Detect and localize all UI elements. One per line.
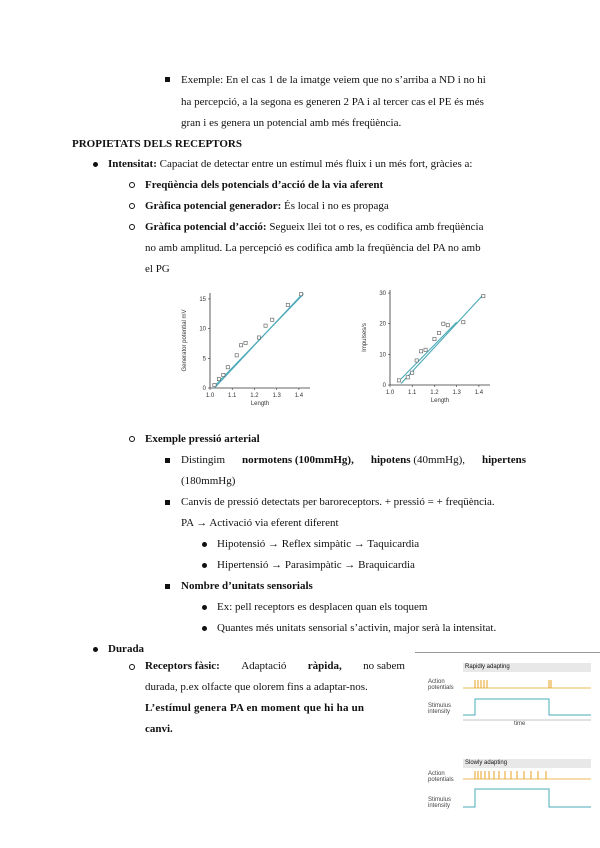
hipo-group (371, 453, 465, 467)
generator-potential-chart (178, 285, 328, 415)
rapid-time-label: time (514, 721, 526, 727)
y-axis-label: Impulses/s (362, 323, 368, 352)
stimulus-trace (463, 699, 591, 715)
acc-line-2: no amb amplitud. La percepció es codifica amb la freqüència del PA no amb (145, 242, 481, 254)
data-point (433, 337, 436, 340)
impulses-chart (358, 282, 508, 412)
x-tick-label: 1.1 (228, 393, 237, 399)
unitats-label-text: Nombre d’unitats sensorials (181, 580, 313, 592)
x-tick-label: 1.4 (294, 393, 304, 399)
x-tick-label: 1.2 (430, 390, 439, 396)
ex1-line: Ex: pell receptors es desplacen quan els toquem (217, 601, 428, 613)
y-tick-label: 10 (379, 352, 386, 359)
x-tick-label: 1.2 (250, 393, 259, 399)
data-point (424, 348, 427, 351)
square-bullet-icon (165, 500, 170, 505)
data-point (235, 354, 238, 357)
fit-line (214, 293, 303, 388)
gen-text: És local i no es propaga (284, 200, 389, 212)
data-point (244, 341, 247, 344)
x-tick-label: 1.1 (408, 390, 417, 396)
rapid-potentials-label: potentials (428, 685, 454, 691)
y-tick-label: 10 (199, 326, 206, 333)
rapid-stimulus-label: Stimulus (428, 703, 452, 709)
data-point (442, 322, 445, 325)
rapid-intensity-label: intensity (428, 709, 451, 715)
canvis-line-1: Canvis de pressió detectats per baroreceptors. + pressió = + freqüència. (181, 496, 495, 508)
pressio-label (145, 432, 260, 446)
slow-potentials-label: potentials (428, 777, 454, 783)
rapid-adapt-figure (425, 663, 595, 733)
data-point (240, 344, 243, 347)
data-point (406, 376, 409, 379)
data-point (257, 336, 260, 339)
intensitat-line (108, 157, 472, 171)
rapid-title: Rapidly adapting (465, 664, 510, 670)
y-tick-label: 20 (379, 321, 386, 328)
circle-bullet-icon (129, 182, 135, 188)
data-point (397, 379, 400, 382)
durada-label (108, 642, 144, 656)
gen-label: Gràfica potencial generador: (145, 200, 282, 212)
x-tick-label: 1.3 (272, 393, 281, 399)
y-tick-label: 0 (202, 386, 206, 392)
acc-label: Gràfica potencial d’acció: (145, 221, 267, 233)
x-axis-label: Length (430, 398, 450, 404)
hipertensio-line: Hipertensió → Parasimpàtic → Braquicardia (217, 559, 415, 571)
fasic-line-3: L’estímul genera PA en moment que hi ha un (145, 702, 365, 714)
y-axis-label: Generator potential mV (182, 309, 188, 372)
slow-action-label: Action (428, 771, 445, 777)
hipotensio-line: Hipotensió → Reflex simpàtic → Taquicardia (217, 538, 420, 550)
durada-label-text: Durada (108, 643, 145, 655)
normo-group (242, 453, 354, 467)
slow-stimulus-label: Stimulus (428, 797, 452, 803)
intensitat-label: Intensitat: (108, 158, 157, 170)
page-edge-line (415, 652, 600, 653)
fasic-text-1b: ràpida, (307, 660, 342, 672)
data-point (300, 293, 303, 296)
circle-bullet-icon (129, 436, 135, 442)
x-tick-label: 1.0 (385, 390, 395, 396)
dot-bullet-icon (202, 542, 207, 547)
slow-adapt-traces (425, 759, 595, 819)
fasic-line-1 (145, 659, 405, 673)
y-tick-label: 5 (202, 356, 206, 363)
normo-value: 100mmHg), (298, 454, 354, 466)
data-point (217, 377, 220, 380)
data-point (482, 295, 485, 298)
dot-bullet-icon (93, 647, 98, 652)
canvis-line-2: PA → Activació via eferent diferent (181, 517, 339, 529)
data-point (437, 331, 440, 334)
circle-bullet-icon (129, 224, 135, 230)
data-point (420, 350, 423, 353)
data-point (411, 371, 414, 374)
slow-adapt-figure (425, 759, 595, 819)
dist-pre: Distingim (181, 454, 226, 466)
square-bullet-icon (165, 77, 170, 82)
freq-text: Freqüència dels potencials d’acció de la via aferent (145, 179, 384, 191)
data-point (222, 373, 225, 376)
slow-title: Slowly adapting (465, 760, 508, 766)
x-tick-label: 1.0 (205, 393, 215, 399)
rapid-adapt-traces (425, 663, 595, 733)
data-point (271, 318, 274, 321)
square-bullet-icon (165, 584, 170, 589)
acc-text-1: Segueix llei tot o res, es codifica amb freqüència (269, 221, 484, 233)
dot-bullet-icon (202, 563, 207, 568)
fit-line (401, 295, 483, 384)
fasic-text-1c: no sabem (363, 660, 405, 672)
x-tick-label: 1.4 (474, 390, 484, 396)
data-point (213, 383, 216, 386)
x-axis-label: Length (250, 401, 270, 407)
fasic-text-1a: Adaptació (241, 660, 287, 672)
data-point (264, 324, 267, 327)
data-point (462, 321, 465, 324)
example-line-2: ha percepció, a la segona es generen 2 PA i al tercer cas el PE és més (181, 96, 484, 108)
fit-line (401, 322, 457, 379)
unitats-label (181, 579, 313, 593)
hiper-label: hipertens (481, 454, 526, 466)
hipo-value: (40mmHg), (413, 454, 465, 466)
hipo-label: hipotens (370, 454, 411, 466)
data-point (415, 359, 418, 362)
dot-bullet-icon (202, 605, 207, 610)
fasic-line-4: canvi. (145, 723, 173, 735)
acc-line-1 (145, 220, 483, 234)
section-heading: PROPIETATS DELS RECEPTORS (72, 138, 242, 150)
x-tick-label: 1.3 (452, 390, 461, 396)
circle-bullet-icon (129, 203, 135, 209)
slow-intensity-label: intensity (428, 803, 451, 809)
rapid-action-label: Action (428, 679, 445, 685)
circle-bullet-icon (129, 664, 135, 670)
normo-label: normotens ( (242, 454, 299, 466)
stimulus-trace (463, 789, 591, 807)
distingim-line (181, 453, 526, 467)
y-tick-label: 30 (379, 291, 386, 298)
freq-line (145, 178, 383, 192)
data-point (446, 324, 449, 327)
example-line-1: Exemple: En el cas 1 de la imatge veiem que no s’arriba a ND i no hi (181, 74, 486, 86)
data-point (286, 303, 289, 306)
fasic-line-2: durada, p.ex olfacte que olorem fins a adaptar-nos. (145, 681, 368, 693)
gen-line (145, 199, 389, 213)
example-line-3: gran i es genera un potencial amb més freqüència. (181, 117, 402, 129)
pressio-label-text: Exemple pressió arterial (145, 433, 260, 445)
dot-bullet-icon (202, 626, 207, 631)
intensitat-text: Capaciat de detectar entre un estímul més fluix i un més fort, gràcies a: (159, 158, 473, 170)
acc-line-3: el PG (145, 263, 170, 275)
square-bullet-icon (165, 458, 170, 463)
y-tick-label: 0 (382, 383, 386, 389)
fasic-label: Receptors fàsic: (145, 660, 220, 672)
y-tick-label: 15 (199, 296, 206, 303)
data-point (226, 366, 229, 369)
dot-bullet-icon (93, 162, 98, 167)
ex2-line: Quantes més unitats sensorial s’activin, major serà la intensitat. (217, 622, 497, 634)
hiper-value: (180mmHg) (181, 475, 236, 487)
